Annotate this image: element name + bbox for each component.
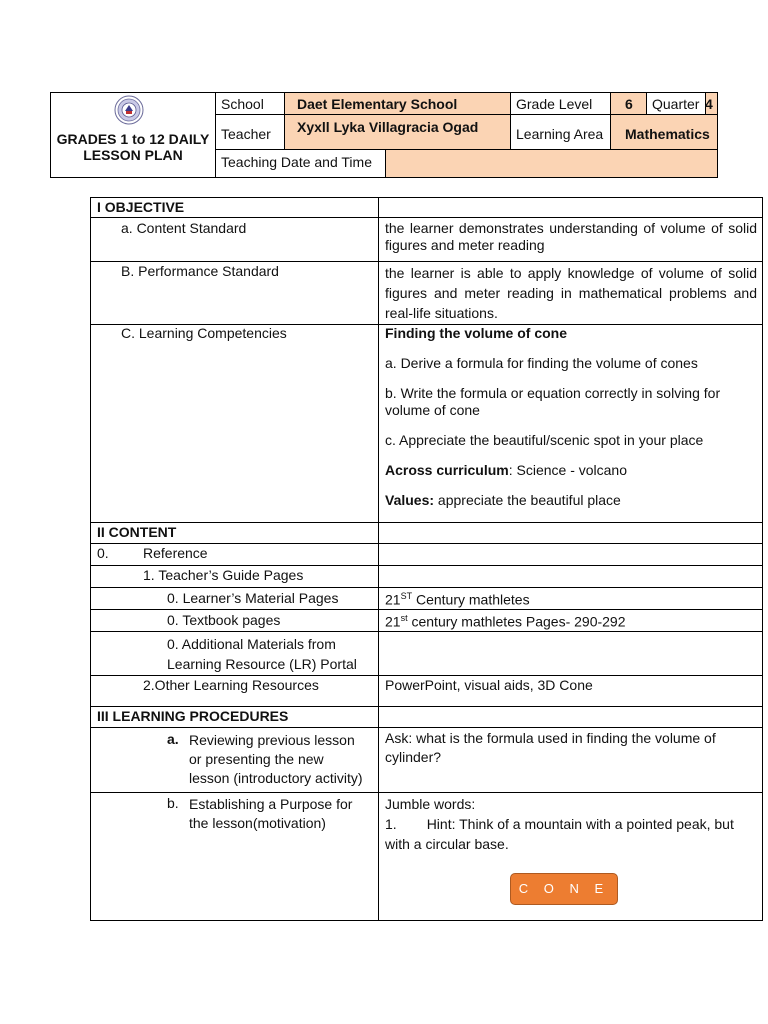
performance-standard-value: the learner is able to apply knowledge of volume of solid figures and meter reading in mathematical problems and real-life situations. <box>385 265 757 321</box>
teaching-date-label: Teaching Date and Time <box>221 154 372 170</box>
teaching-date-value <box>391 152 399 156</box>
school-label: School <box>221 96 264 112</box>
cone-answer-button[interactable]: C O N E <box>510 873 618 905</box>
lesson-plan-title: GRADES 1 to 12 DAILY LESSON PLAN <box>56 131 210 163</box>
teachers-guide-label: 1. Teacher’s Guide Pages <box>143 567 304 583</box>
procedure-a-value: Ask: what is the formula used in finding the volume of cylinder? <box>385 730 716 765</box>
procedure-a-marker: a. <box>167 731 179 747</box>
grade-level-value: 6 <box>625 96 633 112</box>
content-heading: II CONTENT <box>97 524 177 540</box>
across-curriculum: Across curriculum: Science - volcano <box>385 462 628 478</box>
lesson-plan-body-table <box>90 197 763 921</box>
performance-standard-label: B. Performance Standard <box>121 263 279 279</box>
procedure-b-label: Establishing a Purpose for the lesson(motivation) <box>189 796 353 831</box>
competencies-title: Finding the volume of cone <box>385 325 567 341</box>
learning-area-value: Mathematics <box>625 126 710 142</box>
procedure-b-marker: b. <box>167 795 179 811</box>
jumble-words-label: Jumble words: <box>385 796 476 812</box>
procedure-a-label: Reviewing previous lesson or presenting the new lesson (introductory activity) <box>189 732 363 786</box>
quarter-label: Quarter <box>652 96 700 112</box>
school-value: Daet Elementary School <box>297 96 458 112</box>
values-line: Values: appreciate the beautiful place <box>385 492 621 508</box>
competency-b: b. Write the formula or equation correctly in solving for volume of cone <box>385 385 721 418</box>
reference-number: 0. <box>97 545 109 561</box>
textbook-pages-value: 21st century mathletes Pages- 290-292 <box>385 613 626 630</box>
learners-material-label: 0. Learner’s Material Pages <box>167 590 339 606</box>
objective-heading: I OBJECTIVE <box>97 199 185 215</box>
procedures-heading: III LEARNING PROCEDURES <box>97 708 289 724</box>
competency-c: c. Appreciate the beautiful/scenic spot in your place <box>385 432 704 448</box>
learners-material-value: 21ST Century mathletes <box>385 591 530 608</box>
learning-competencies-label: C. Learning Competencies <box>121 325 287 341</box>
grade-level-label: Grade Level <box>516 96 593 112</box>
learning-competencies-value <box>381 325 761 522</box>
content-standard-value: the learner demonstrates understanding of volume of solid figures and meter reading <box>385 220 757 253</box>
textbook-pages-label: 0. Textbook pages <box>167 612 281 628</box>
lesson-plan-header <box>50 92 718 178</box>
other-resources-value: PowerPoint, visual aids, 3D Cone <box>385 677 593 693</box>
teacher-label: Teacher <box>221 126 271 142</box>
learning-area-label: Learning Area <box>516 126 604 142</box>
competency-a: a. Derive a formula for finding the volume of cones <box>385 355 698 371</box>
reference-label: Reference <box>143 545 208 561</box>
jumble-hint: 1. Hint: Think of a mountain with a pointed peak, but with a circular base. <box>385 816 734 852</box>
content-standard-label: a. Content Standard <box>121 220 247 236</box>
teacher-value: Xyxll Lyka Villagracia Ogad <box>297 119 479 135</box>
quarter-value: 4 <box>705 96 713 112</box>
additional-materials-label: 0. Additional Materials from Learning Resource (LR) Portal <box>167 636 357 672</box>
procedure-b-value <box>381 794 761 854</box>
other-resources-label: 2.Other Learning Resources <box>143 677 319 693</box>
